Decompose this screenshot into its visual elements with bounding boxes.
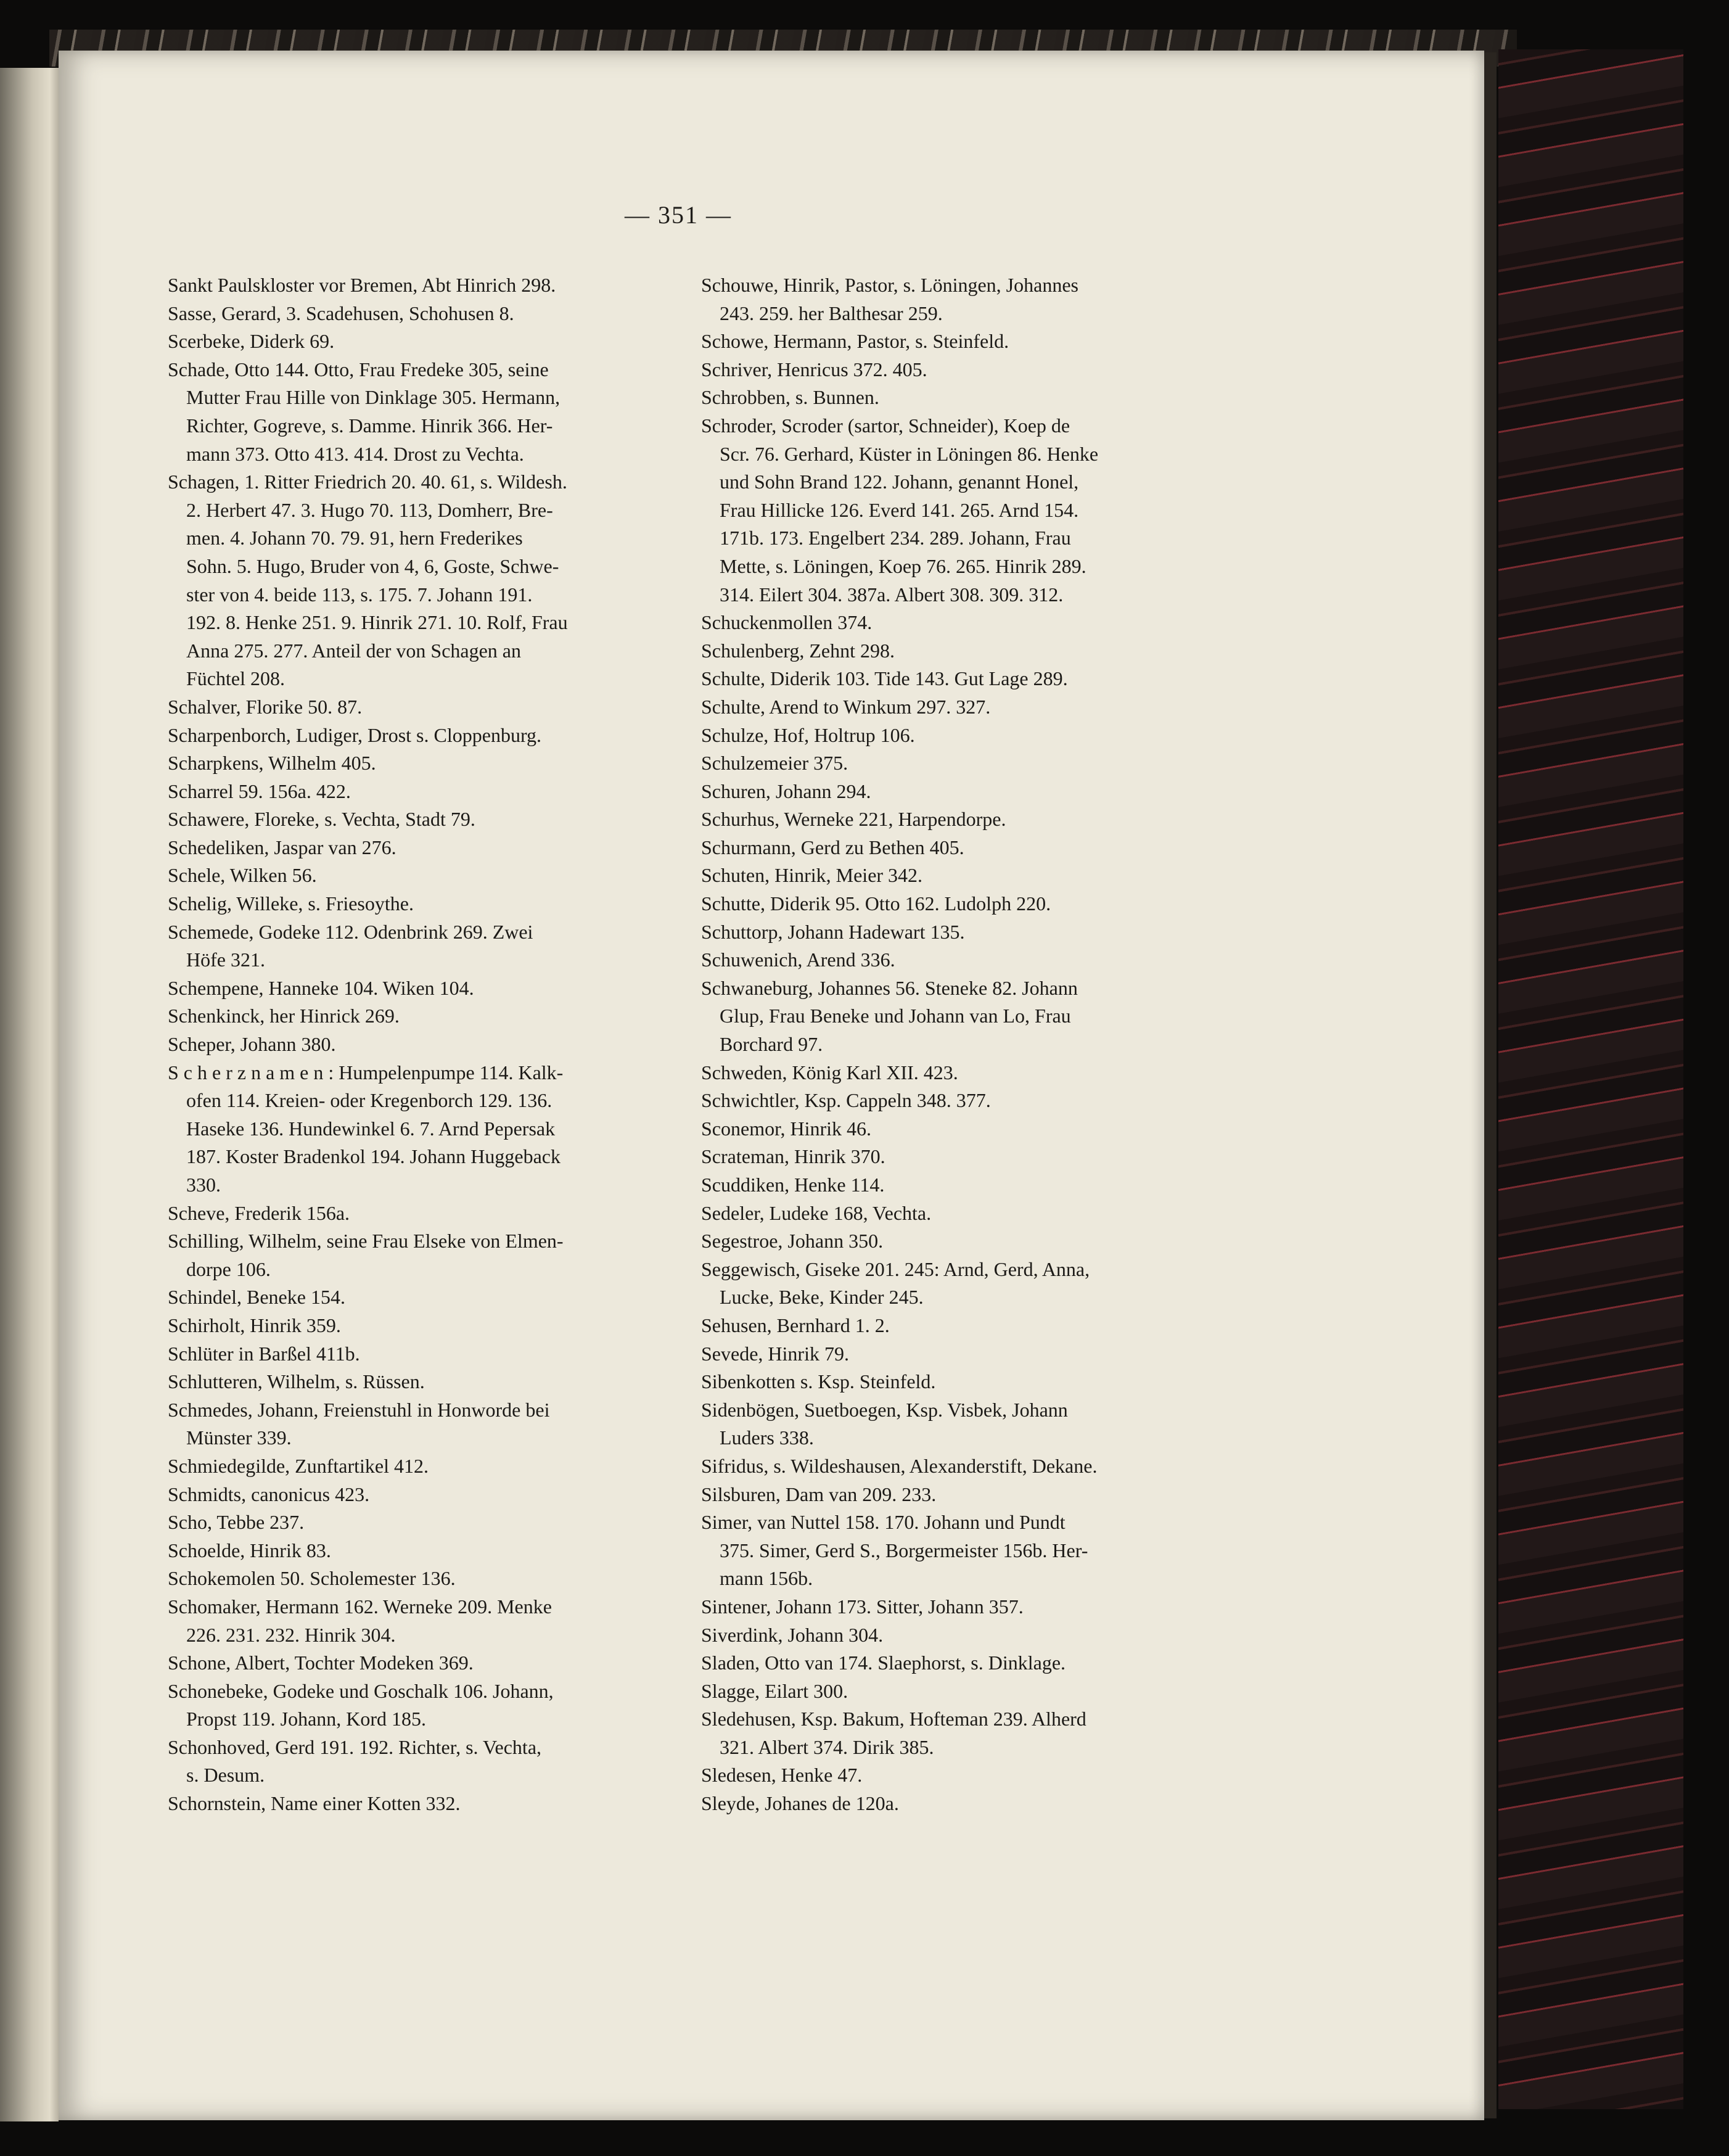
- index-entry: Sledehusen, Ksp. Bakum, Hofteman 239. Alherd 321. Albert 374. Dirik 385.: [701, 1708, 1086, 1758]
- index-entry: Scho, Tebbe 237.: [168, 1511, 305, 1534]
- index-entry: Seggewisch, Giseke 201. 245: Arnd, Gerd, Anna, Lucke, Beke, Kinder 245.: [701, 1257, 1090, 1309]
- index-entry: Scharpenborch, Ludiger, Drost s. Cloppenburg.: [168, 723, 542, 746]
- index-entry: Sifridus, s. Wildeshausen, Alexanderstift, Dekane.: [701, 1454, 1098, 1477]
- index-entry: Schindel, Beneke 154.: [168, 1286, 345, 1309]
- index-entry: Slagge, Eilart 300.: [701, 1679, 848, 1702]
- index-entry: Schulze, Hof, Holtrup 106.: [701, 723, 915, 746]
- index-entry: Sidenbögen, Suetboegen, Ksp. Visbek, Johann Luders 338.: [701, 1398, 1068, 1449]
- index-entry: Sibenkotten s. Ksp. Steinfeld.: [701, 1370, 936, 1393]
- index-entry: Schokemolen 50. Scholemester 136.: [168, 1567, 456, 1590]
- index-column-right: [701, 271, 1194, 1818]
- index-column-left: [168, 271, 664, 1818]
- index-entry: Schroder, Scroder (sartor, Schneider), Koep de Scr. 76. Gerhard, Küster in Löningen 86. Henke und Sohn Brand 122. Johann, genannt Honel, Frau Hillicke 126. Everd 141. 265. Arnd 154. 171b. 173. Engelbert 234. 289. Johann, Frau Mette, s. Löningen, Koep 76. 265. Hinrik 289. 314. Eilert 304. 387a. Albert 308. 309. 312.: [701, 414, 1099, 606]
- index-entry: S c h e r z n a m e n : Humpelenpumpe 114. Kalk- ofen 114. Kreien- oder Kregenborch 129. 136. Haseke 136. Hundewinkel 6. 7. Arnd Pepersak 187. Koster Bradenkol 194. Johann Huggeback 330.: [168, 1061, 564, 1196]
- index-entry: Schornstein, Name einer Kotten 332.: [168, 1792, 461, 1815]
- index-entry: Schulzemeier 375.: [701, 752, 848, 775]
- index-entry: Silsburen, Dam van 209. 233.: [701, 1483, 937, 1505]
- index-entry: Schemede, Godeke 112. Odenbrink 269. Zwei Höfe 321.: [168, 920, 533, 971]
- page-edge-strip: [1483, 52, 1497, 2118]
- index-entry: Siverdink, Johann 304.: [701, 1623, 884, 1646]
- index-entry: Scharpkens, Wilhelm 405.: [168, 752, 376, 775]
- index-entry: Schwaneburg, Johannes 56. Steneke 82. Johann Glup, Frau Beneke und Johann van Lo, Frau Borchard 97.: [701, 976, 1078, 1056]
- index-entry: Schulenberg, Zehnt 298.: [701, 639, 895, 662]
- index-entry: Schowe, Hermann, Pastor, s. Steinfeld.: [701, 330, 1009, 353]
- index-entry: Schwichtler, Ksp. Cappeln 348. 377.: [701, 1089, 991, 1112]
- index-entry: Segestroe, Johann 350.: [701, 1230, 884, 1253]
- index-entry: Schonebeke, Godeke und Goschalk 106. Johann, Propst 119. Johann, Kord 185.: [168, 1679, 554, 1730]
- facing-page-edge: [0, 68, 59, 2121]
- index-entry: Schele, Wilken 56.: [168, 864, 317, 887]
- index-entry: Schrobben, s. Bunnen.: [701, 386, 879, 409]
- index-entry: Schriver, Henricus 372. 405.: [701, 358, 927, 381]
- index-entry: Schomaker, Hermann 162. Werneke 209. Menke 226. 231. 232. Hinrik 304.: [168, 1595, 552, 1646]
- index-entry: Schawere, Floreke, s. Vechta, Stadt 79.: [168, 808, 475, 831]
- index-entry: Schagen, 1. Ritter Friedrich 20. 40. 61, s. Wildesh. 2. Herbert 47. 3. Hugo 70. 113, Domherr, Bre- men. 4. Johann 70. 79. 91, hern Frederikes Sohn. 5. Hugo, Bruder von 4, 6, Goste, Schwe- ster von 4. beide 113, s. 175. 7. Johann 191. 192. 8. Henke 251. 9. Hinrik 271. 10. Rolf, Frau Anna 275. 277. Anteil der von Schagen an Füchtel 208.: [168, 471, 568, 690]
- index-entry: Sankt Paulskloster vor Bremen, Abt Hinrich 298.: [168, 274, 556, 296]
- index-entry: Schulte, Arend to Winkum 297. 327.: [701, 695, 991, 718]
- index-entry: Scharrel 59. 156a. 422.: [168, 780, 351, 802]
- index-entry: Schutte, Diderik 95. Otto 162. Ludolph 220.: [701, 892, 1051, 915]
- index-entry: Schalver, Florike 50. 87.: [168, 695, 363, 718]
- index-entry: Sladen, Otto van 174. Slaephorst, s. Dinklage.: [701, 1652, 1066, 1674]
- index-entry: Schouwe, Hinrik, Pastor, s. Löningen, Johannes 243. 259. her Balthesar 259.: [701, 274, 1078, 324]
- index-entry: Schmedes, Johann, Freienstuhl in Honworde bei Münster 339.: [168, 1398, 550, 1449]
- index-entry: Schuckenmollen 374.: [701, 611, 873, 634]
- marbled-cover-edge: [1498, 49, 1683, 2109]
- index-entry: Schedeliken, Jaspar van 276.: [168, 836, 396, 858]
- index-entry: Schlüter in Barßel 411b.: [168, 1342, 360, 1365]
- index-entry: Schweden, König Karl XII. 423.: [701, 1061, 958, 1084]
- index-entry: Sledesen, Henke 47.: [701, 1764, 863, 1787]
- index-entry: Scrateman, Hinrik 370.: [701, 1145, 885, 1168]
- index-entry: Scheper, Johann 380.: [168, 1033, 336, 1056]
- index-entry: Schirholt, Hinrik 359.: [168, 1314, 341, 1336]
- index-entry: Schempene, Hanneke 104. Wiken 104.: [168, 976, 474, 999]
- index-entry: Schurhus, Werneke 221, Harpendorpe.: [701, 808, 1006, 831]
- index-entry: Schuttorp, Johann Hadewart 135.: [701, 920, 965, 943]
- index-entry: Schmiedegilde, Zunftartikel 412.: [168, 1454, 429, 1477]
- index-entry: Sedeler, Ludeke 168, Vechta.: [701, 1201, 932, 1224]
- index-entry: Schuten, Hinrik, Meier 342.: [701, 864, 923, 887]
- index-entry: Scerbeke, Diderk 69.: [168, 330, 335, 353]
- index-entry: Sasse, Gerard, 3. Scadehusen, Schohusen 8.: [168, 302, 514, 324]
- index-entry: Sevede, Hinrik 79.: [701, 1342, 849, 1365]
- index-entry: Sehusen, Bernhard 1. 2.: [701, 1314, 890, 1336]
- index-entry: Schone, Albert, Tochter Modeken 369.: [168, 1652, 474, 1674]
- index-entry: Scuddiken, Henke 114.: [701, 1174, 885, 1196]
- index-entry: Sintener, Johann 173. Sitter, Johann 357.: [701, 1595, 1024, 1618]
- index-entry: Schonhoved, Gerd 191. 192. Richter, s. Vechta, s. Desum.: [168, 1735, 542, 1787]
- index-entry: Simer, van Nuttel 158. 170. Johann und Pundt 375. Simer, Gerd S., Borgermeister 156b. Her- mann 156b.: [701, 1511, 1088, 1590]
- index-entry: Sconemor, Hinrik 46.: [701, 1117, 872, 1140]
- index-entry: Schelig, Willeke, s. Friesoythe.: [168, 892, 414, 915]
- page-number: — 351 —: [625, 201, 732, 229]
- index-entry: Schuwenich, Arend 336.: [701, 948, 895, 971]
- index-entry: Schade, Otto 144. Otto, Frau Fredeke 305, seine Mutter Frau Hille von Dinklage 305. Hermann, Richter, Gogreve, s. Damme. Hinrik 366. Her- mann 373. Otto 413. 414. Drost zu Vechta.: [168, 358, 561, 465]
- index-entry: Schoelde, Hinrik 83.: [168, 1539, 331, 1561]
- index-entry: Schilling, Wilhelm, seine Frau Elseke von Elmen- dorpe 106.: [168, 1230, 564, 1280]
- index-entry: Schenkinck, her Hinrick 269.: [168, 1005, 400, 1027]
- index-entry: Schulte, Diderik 103. Tide 143. Gut Lage 289.: [701, 667, 1068, 690]
- index-entry: Schuren, Johann 294.: [701, 780, 871, 802]
- index-entry: Sleyde, Johanes de 120a.: [701, 1792, 899, 1815]
- index-entry: Schlutteren, Wilhelm, s. Rüssen.: [168, 1370, 425, 1393]
- index-entry: Schurmann, Gerd zu Bethen 405.: [701, 836, 964, 858]
- index-entry: Scheve, Frederik 156a.: [168, 1201, 350, 1224]
- index-entry: Schmidts, canonicus 423.: [168, 1483, 370, 1505]
